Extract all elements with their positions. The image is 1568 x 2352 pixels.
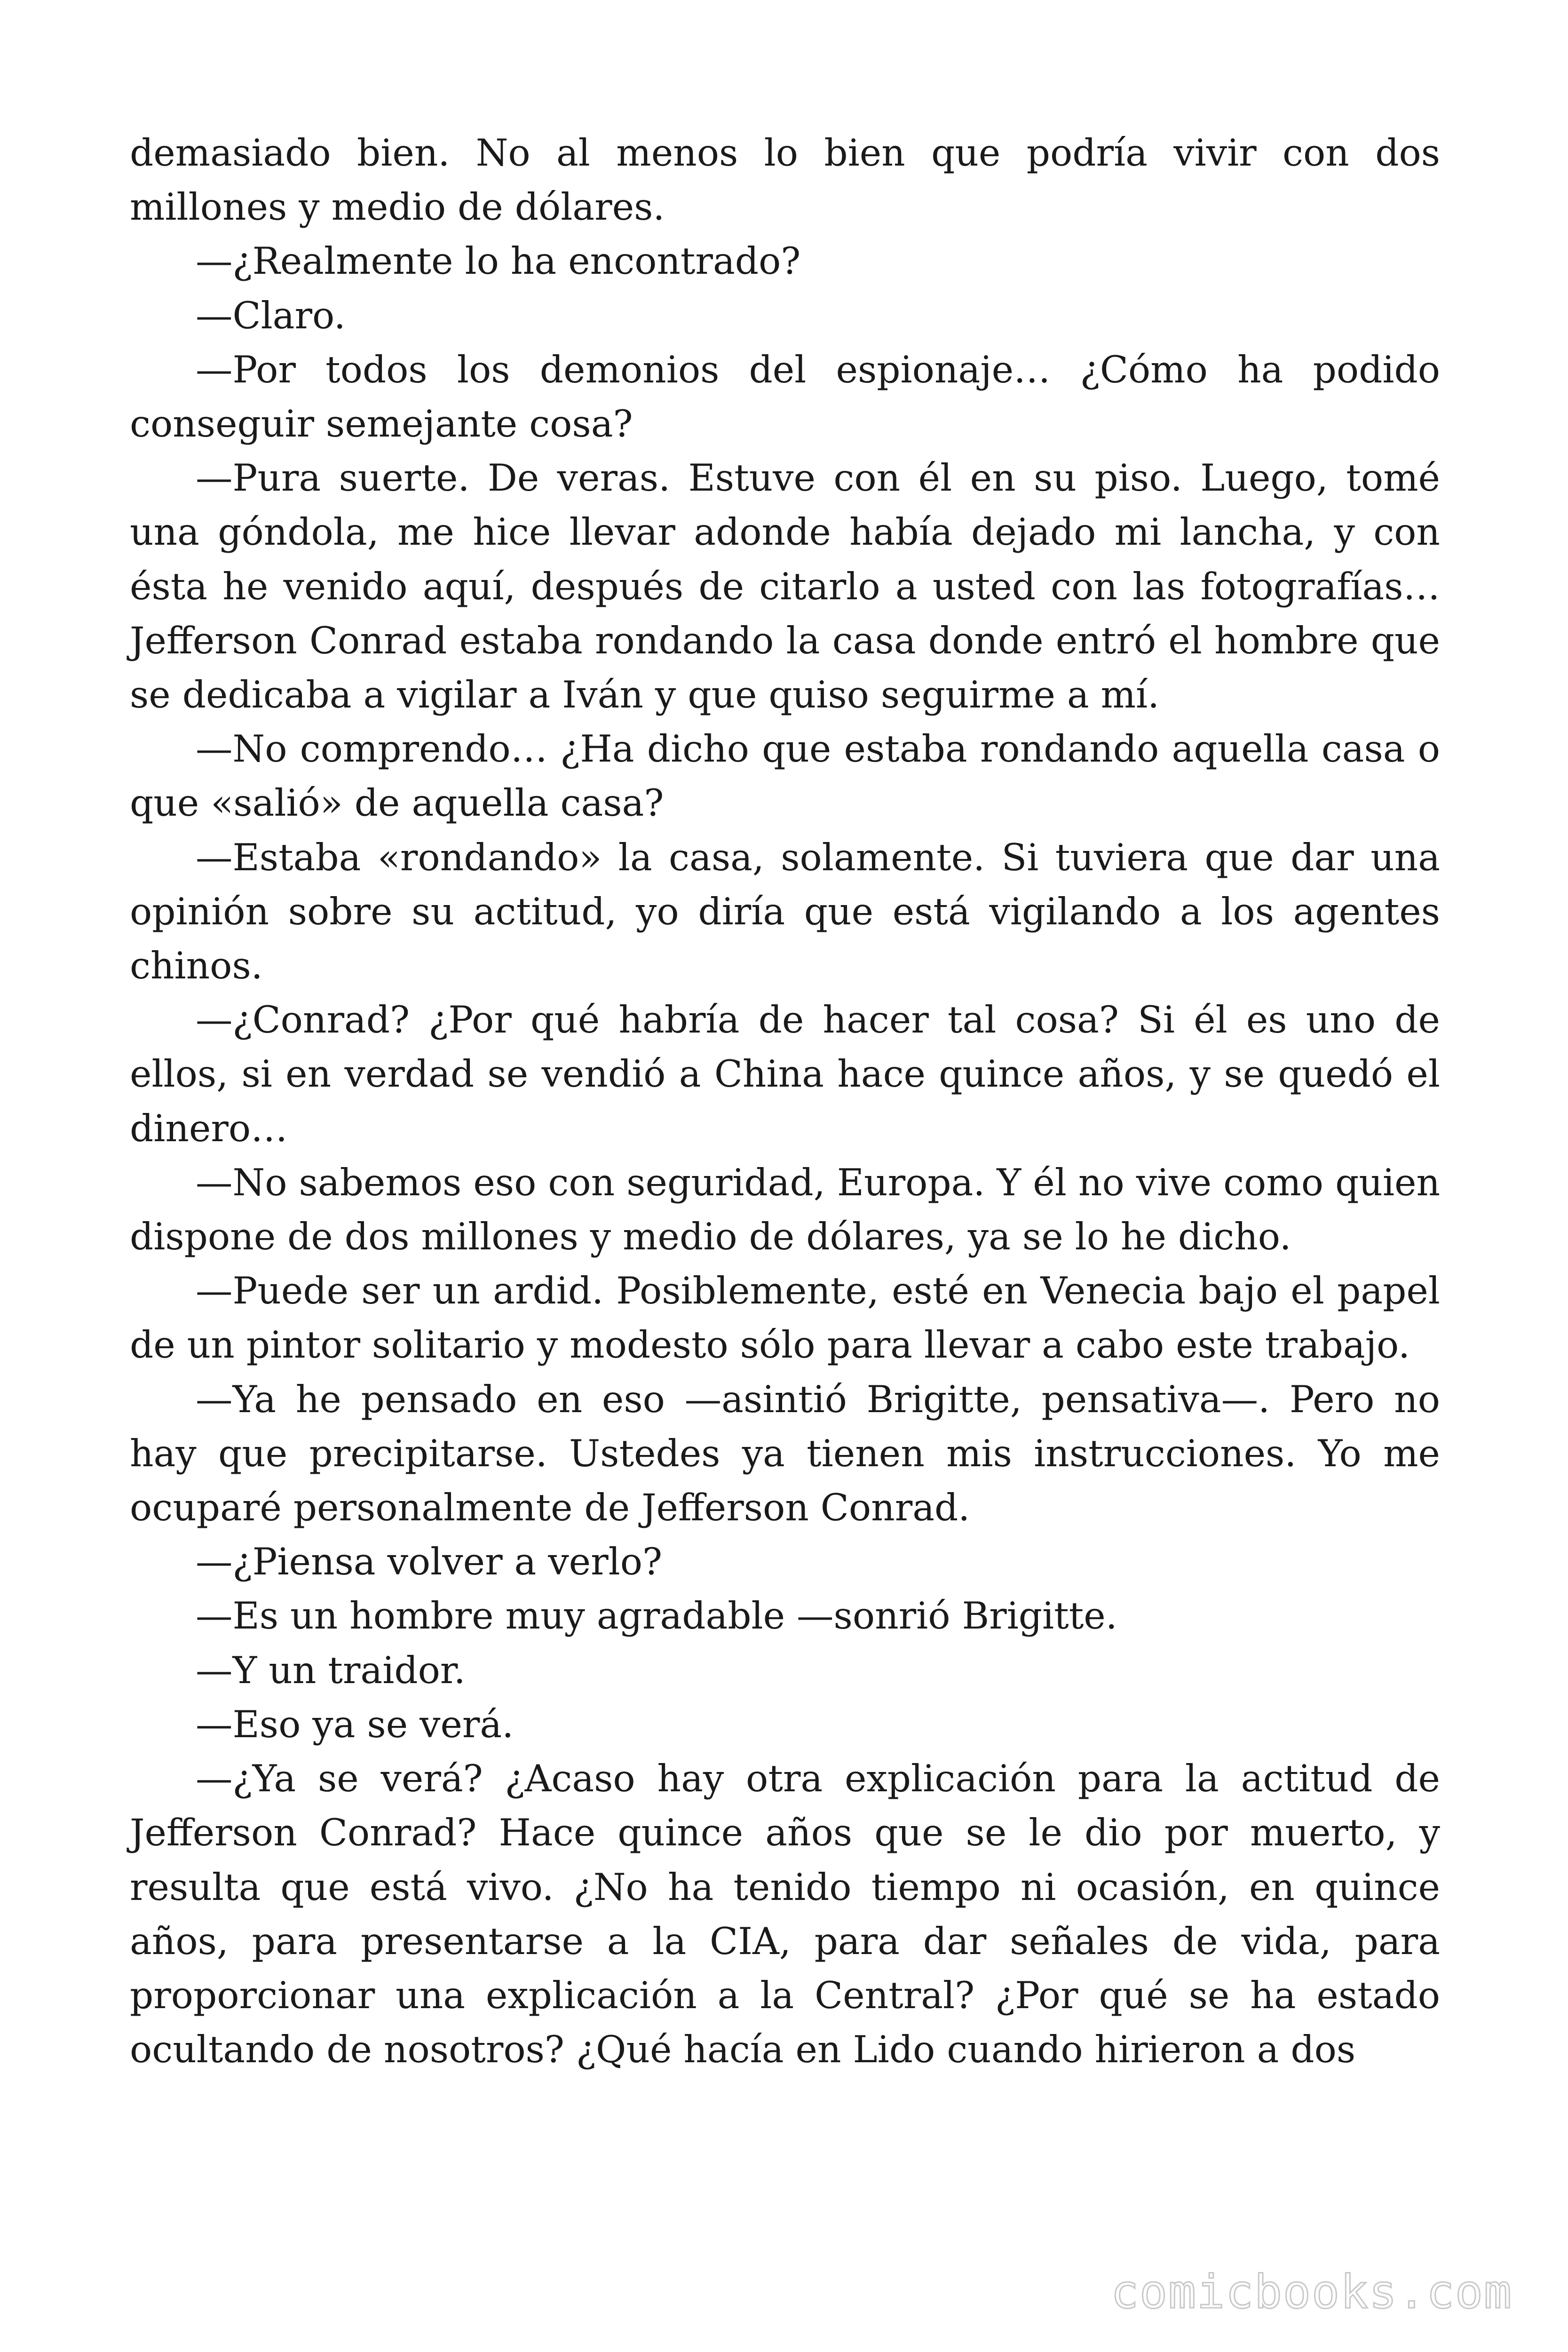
watermark-text: comicbooks.com [1110,2265,1513,2319]
dialogue-paragraph: —Ya he pensado en eso —asintió Brigitte, pensativa—. Pero no hay que precipitarse. Ustedes ya tienen mis instrucciones. Yo me ocuparé personalmente de Jefferson Conrad. [130,1377,1440,1530]
dialogue-paragraph: —Eso ya se verá. [196,1702,514,1746]
dialogue-paragraph: —Por todos los demonios del espionaje… ¿Cómo ha podido conseguir semejante cosa? [130,348,1440,446]
dialogue-paragraph: —¿Conrad? ¿Por qué habría de hacer tal cosa? Si él es uno de ellos, si en verdad se vendió a China hace quince años, y se quedó el dinero… [130,998,1440,1150]
paragraph-continuation: demasiado bien. No al menos lo bien que podría vivir con dos millones y medio de dólares. [130,131,1440,229]
dialogue-paragraph: —Es un hombre muy agradable —sonrió Brigitte. [196,1594,1117,1638]
dialogue-paragraph: —Pura suerte. De veras. Estuve con él en su piso. Luego, tomé una góndola, me hice llevar adonde había dejado mi lancha, y con ésta he venido aquí, después de citarlo a usted con las fotografías… Jefferson Conrad estaba rondando la casa donde entró el hombre que se dedicaba a vigilar a Iván y que quiso seguirme a mí. [130,456,1440,717]
dialogue-paragraph: —¿Piensa volver a verlo? [196,1540,663,1584]
dialogue-paragraph: —Puede ser un ardid. Posiblemente, esté en Venecia bajo el papel de un pintor solitario y modesto sólo para llevar a cabo este trabajo. [130,1269,1440,1367]
dialogue-paragraph: —Y un traidor. [196,1648,466,1692]
body-text [130,126,1440,2077]
dialogue-paragraph: —No comprendo… ¿Ha dicho que estaba rondando aquella casa o que «salió» de aquella casa? [130,727,1440,825]
dialogue-paragraph: —Claro. [196,294,346,337]
dialogue-paragraph: —¿Ya se verá? ¿Acaso hay otra explicación para la actitud de Jefferson Conrad? Hace quince años que se le dio por muerto, y resulta que está vivo. ¿No ha tenido tiempo ni ocasión, en quince años, para presentarse a la CIA, para dar señales de vida, para proporcionar una explicación a la Central? ¿Por qué se ha estado ocultando de nosotros? ¿Qué hacía en Lido cuando hirieron a dos [130,1757,1440,2072]
dialogue-paragraph: —Estaba «rondando» la casa, solamente. Si tuviera que dar una opinión sobre su actitud, yo diría que está vigilando a los agentes chinos. [130,835,1440,988]
dialogue-paragraph: —¿Realmente lo ha encontrado? [196,239,801,283]
dialogue-paragraph: —No sabemos eso con seguridad, Europa. Y él no vive como quien dispone de dos millones y medio de dólares, ya se lo he dicho. [130,1160,1440,1259]
